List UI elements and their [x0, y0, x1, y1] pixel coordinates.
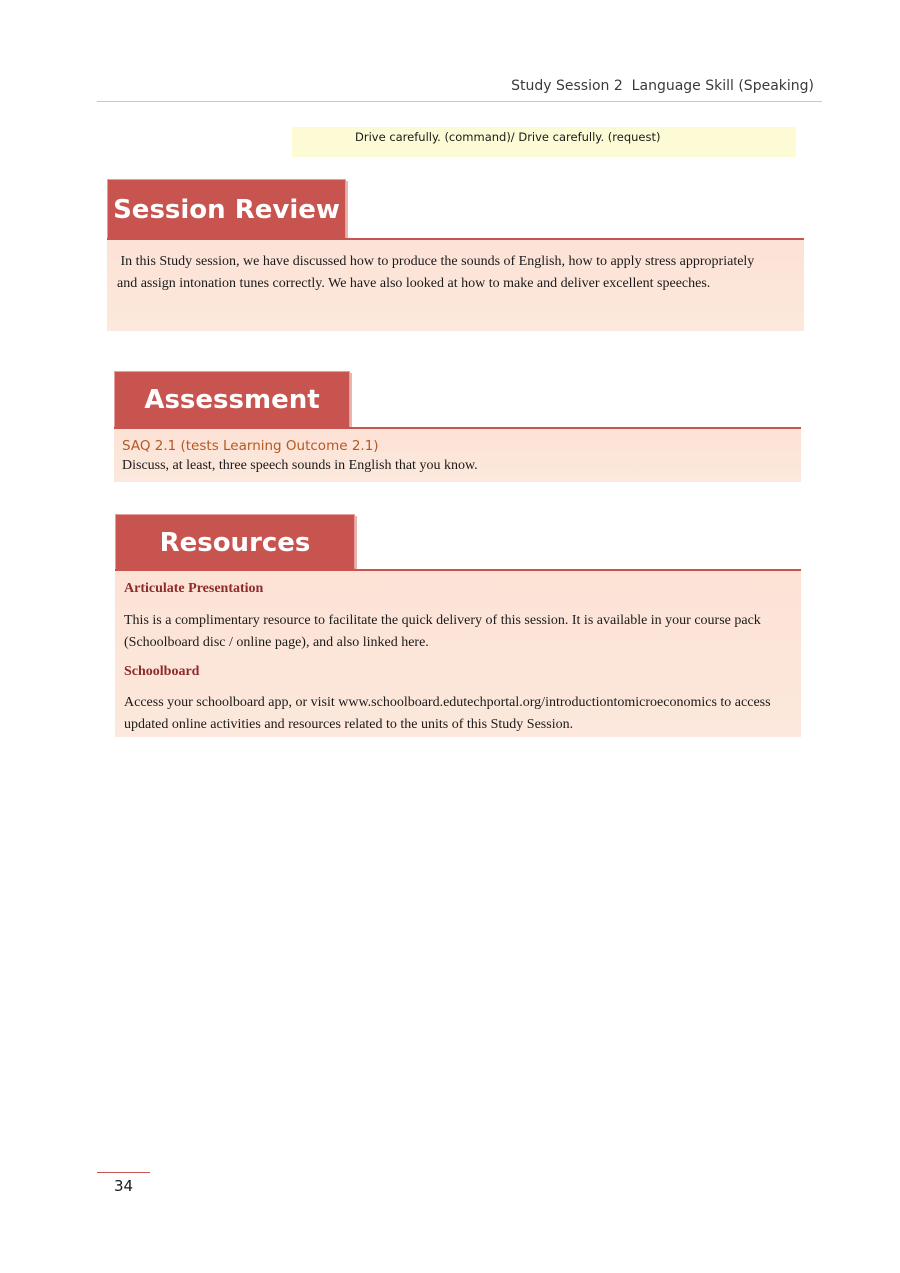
resource-description: Access your schoolboard app, or visit www.schoolboard.edutechportal.org/introductiontomicroeconomics to access updated online activities and resources related to the units of this Study Session. [124, 695, 771, 732]
resource-description: This is a complimentary resource to facilitate the quick delivery of this session. It is available in your course pack (Schoolboard disc / online page), and also linked here. [124, 613, 761, 650]
resource-heading: Schoolboard [124, 664, 200, 679]
example-highlight-box [292, 127, 796, 157]
running-header: Study Session 2 Language Skill (Speaking) [511, 78, 814, 94]
resources-heading: Resources [115, 514, 355, 571]
resources-panel [115, 571, 801, 737]
header-divider [97, 101, 822, 102]
assessment-heading: Assessment [114, 371, 350, 429]
page-number: 34 [114, 1177, 134, 1195]
session-review-panel [107, 240, 804, 331]
saq-question: Discuss, at least, three speech sounds in English that you know. [122, 458, 478, 473]
session-review-heading: Session Review [107, 179, 346, 240]
assessment-panel [114, 429, 801, 482]
footer-divider [97, 1172, 150, 1173]
example-text: Drive carefully. (command)/ Drive carefully. (request) [355, 130, 661, 144]
session-review-text: In this Study session, we have discussed how to produce the sounds of English, how to apply stress appropriately and assign intonation tunes correctly. We have also looked at how to make and deliver excellent speeches. [117, 254, 758, 291]
resource-heading: Articulate Presentation [124, 581, 264, 596]
saq-title: SAQ 2.1 (tests Learning Outcome 2.1) [122, 438, 379, 454]
